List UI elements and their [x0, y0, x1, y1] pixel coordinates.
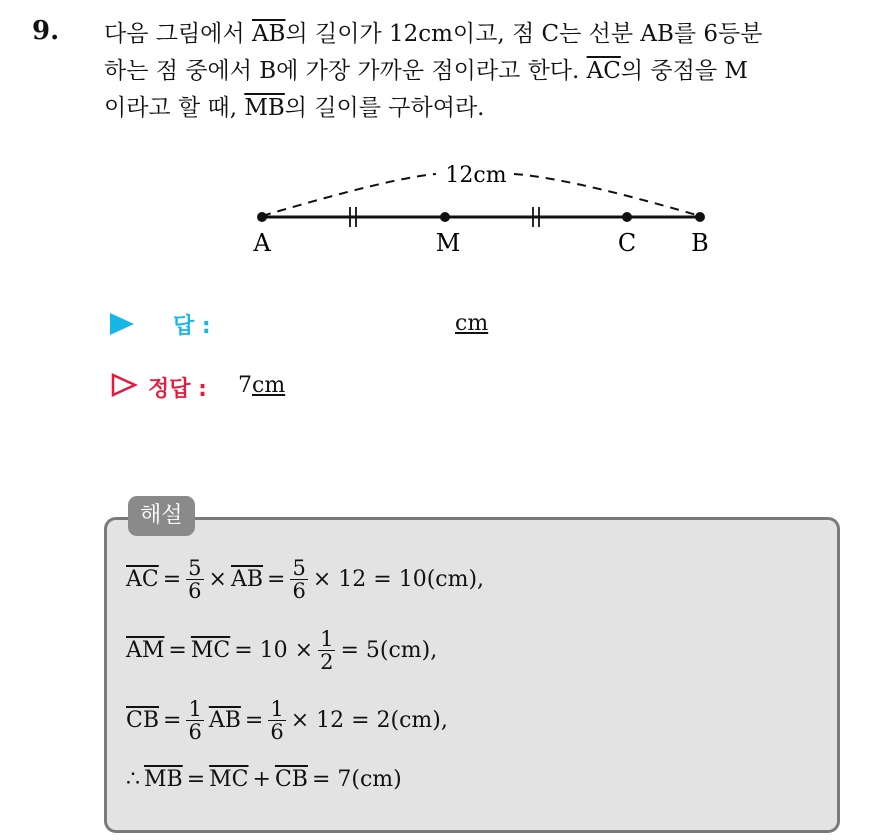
correct-label: 정답 : [148, 377, 207, 402]
times: × [208, 567, 227, 592]
solution-line-1 [124, 557, 486, 602]
equals: = [163, 708, 182, 733]
therefore-symbol: ∴ [126, 767, 140, 792]
point-a-label: A [253, 229, 271, 257]
seg-cb: $\overline{CB}$ [274, 767, 308, 792]
segment-ac: $\overline{AC}$ [586, 58, 621, 84]
seg-ab: $\overline{AB}$ [208, 708, 241, 733]
plus: + [252, 767, 271, 792]
question-line-2 [104, 56, 748, 86]
point-b-label: B [691, 229, 709, 257]
equals: = [244, 708, 264, 733]
dashed-arc-right [514, 174, 700, 216]
solution-line-4 [124, 767, 404, 792]
question-line-1 [104, 19, 762, 49]
segment-diagram [240, 150, 730, 260]
seg-mc: $\overline{MC}$ [209, 767, 249, 792]
question-text: 이라고 할 때, [104, 95, 245, 121]
point-c-dot [622, 212, 632, 222]
question-text: 다음 그림에서 [104, 21, 252, 47]
question-number: 9. [32, 16, 60, 46]
segment-ab: $\overline{AB}$ [251, 21, 286, 47]
question-line-3 [104, 93, 484, 123]
fraction-1-6: $\frac{1}{6}$ [188, 697, 202, 744]
expression-rest: × 12 = 2(cm), [290, 708, 448, 733]
seg-mc: $\overline{MC}$ [190, 638, 231, 663]
point-b-dot [695, 212, 705, 222]
expression-mid: = 10 × [234, 638, 314, 663]
seg-ac: $\overline{AC}$ [126, 567, 159, 592]
answer-arrow-icon [110, 313, 134, 335]
question-text: 의 길이가 12cm이고, 점 C는 선분 AB를 6등분 [285, 21, 763, 47]
solution-line-2 [124, 628, 439, 673]
correct-arrow-icon [110, 372, 138, 398]
fraction-5-6: $\frac{5}{6}$ [188, 556, 202, 603]
fraction-5-6: $\frac{5}{6}$ [292, 556, 306, 603]
answer-field-unit[interactable]: cm [455, 311, 489, 336]
expression-rest: = 7(cm) [311, 767, 402, 792]
solution-line-3 [124, 698, 450, 743]
correct-unit: cm [252, 373, 286, 398]
length-label: 12cm [445, 163, 507, 188]
question-text: 의 중점을 M [620, 58, 748, 84]
equals: = [168, 638, 187, 663]
correct-number: 7 [238, 373, 252, 398]
seg-mb: $\overline{MB}$ [144, 767, 183, 792]
seg-ab: $\overline{AB}$ [230, 567, 264, 592]
equals: = [162, 567, 182, 592]
fraction-1-2: $\frac{1}{2}$ [320, 627, 334, 674]
point-c-label: C [617, 229, 637, 257]
equals: = [186, 767, 206, 792]
segment-mb: $\overline{MB}$ [244, 95, 285, 121]
solution-tag: 해설 [128, 496, 195, 536]
correct-value [238, 373, 285, 398]
dashed-arc-left [262, 174, 436, 216]
seg-cb: $\overline{CB}$ [126, 708, 159, 733]
fraction-1-6: $\frac{1}{6}$ [270, 697, 284, 744]
point-a-dot [257, 212, 267, 222]
seg-am: $\overline{AM}$ [126, 638, 165, 663]
question-text: 하는 점 중에서 B에 가장 가까운 점이라고 한다. [104, 58, 587, 84]
point-m-dot [440, 212, 450, 222]
expression-rest: × 12 = 10(cm), [312, 567, 485, 592]
answer-label: 답 : [173, 314, 211, 339]
question-text: 의 길이를 구하여라. [284, 95, 485, 121]
expression-rest: = 5(cm), [340, 638, 438, 663]
equals: = [267, 567, 286, 592]
point-m-label: M [435, 229, 461, 257]
